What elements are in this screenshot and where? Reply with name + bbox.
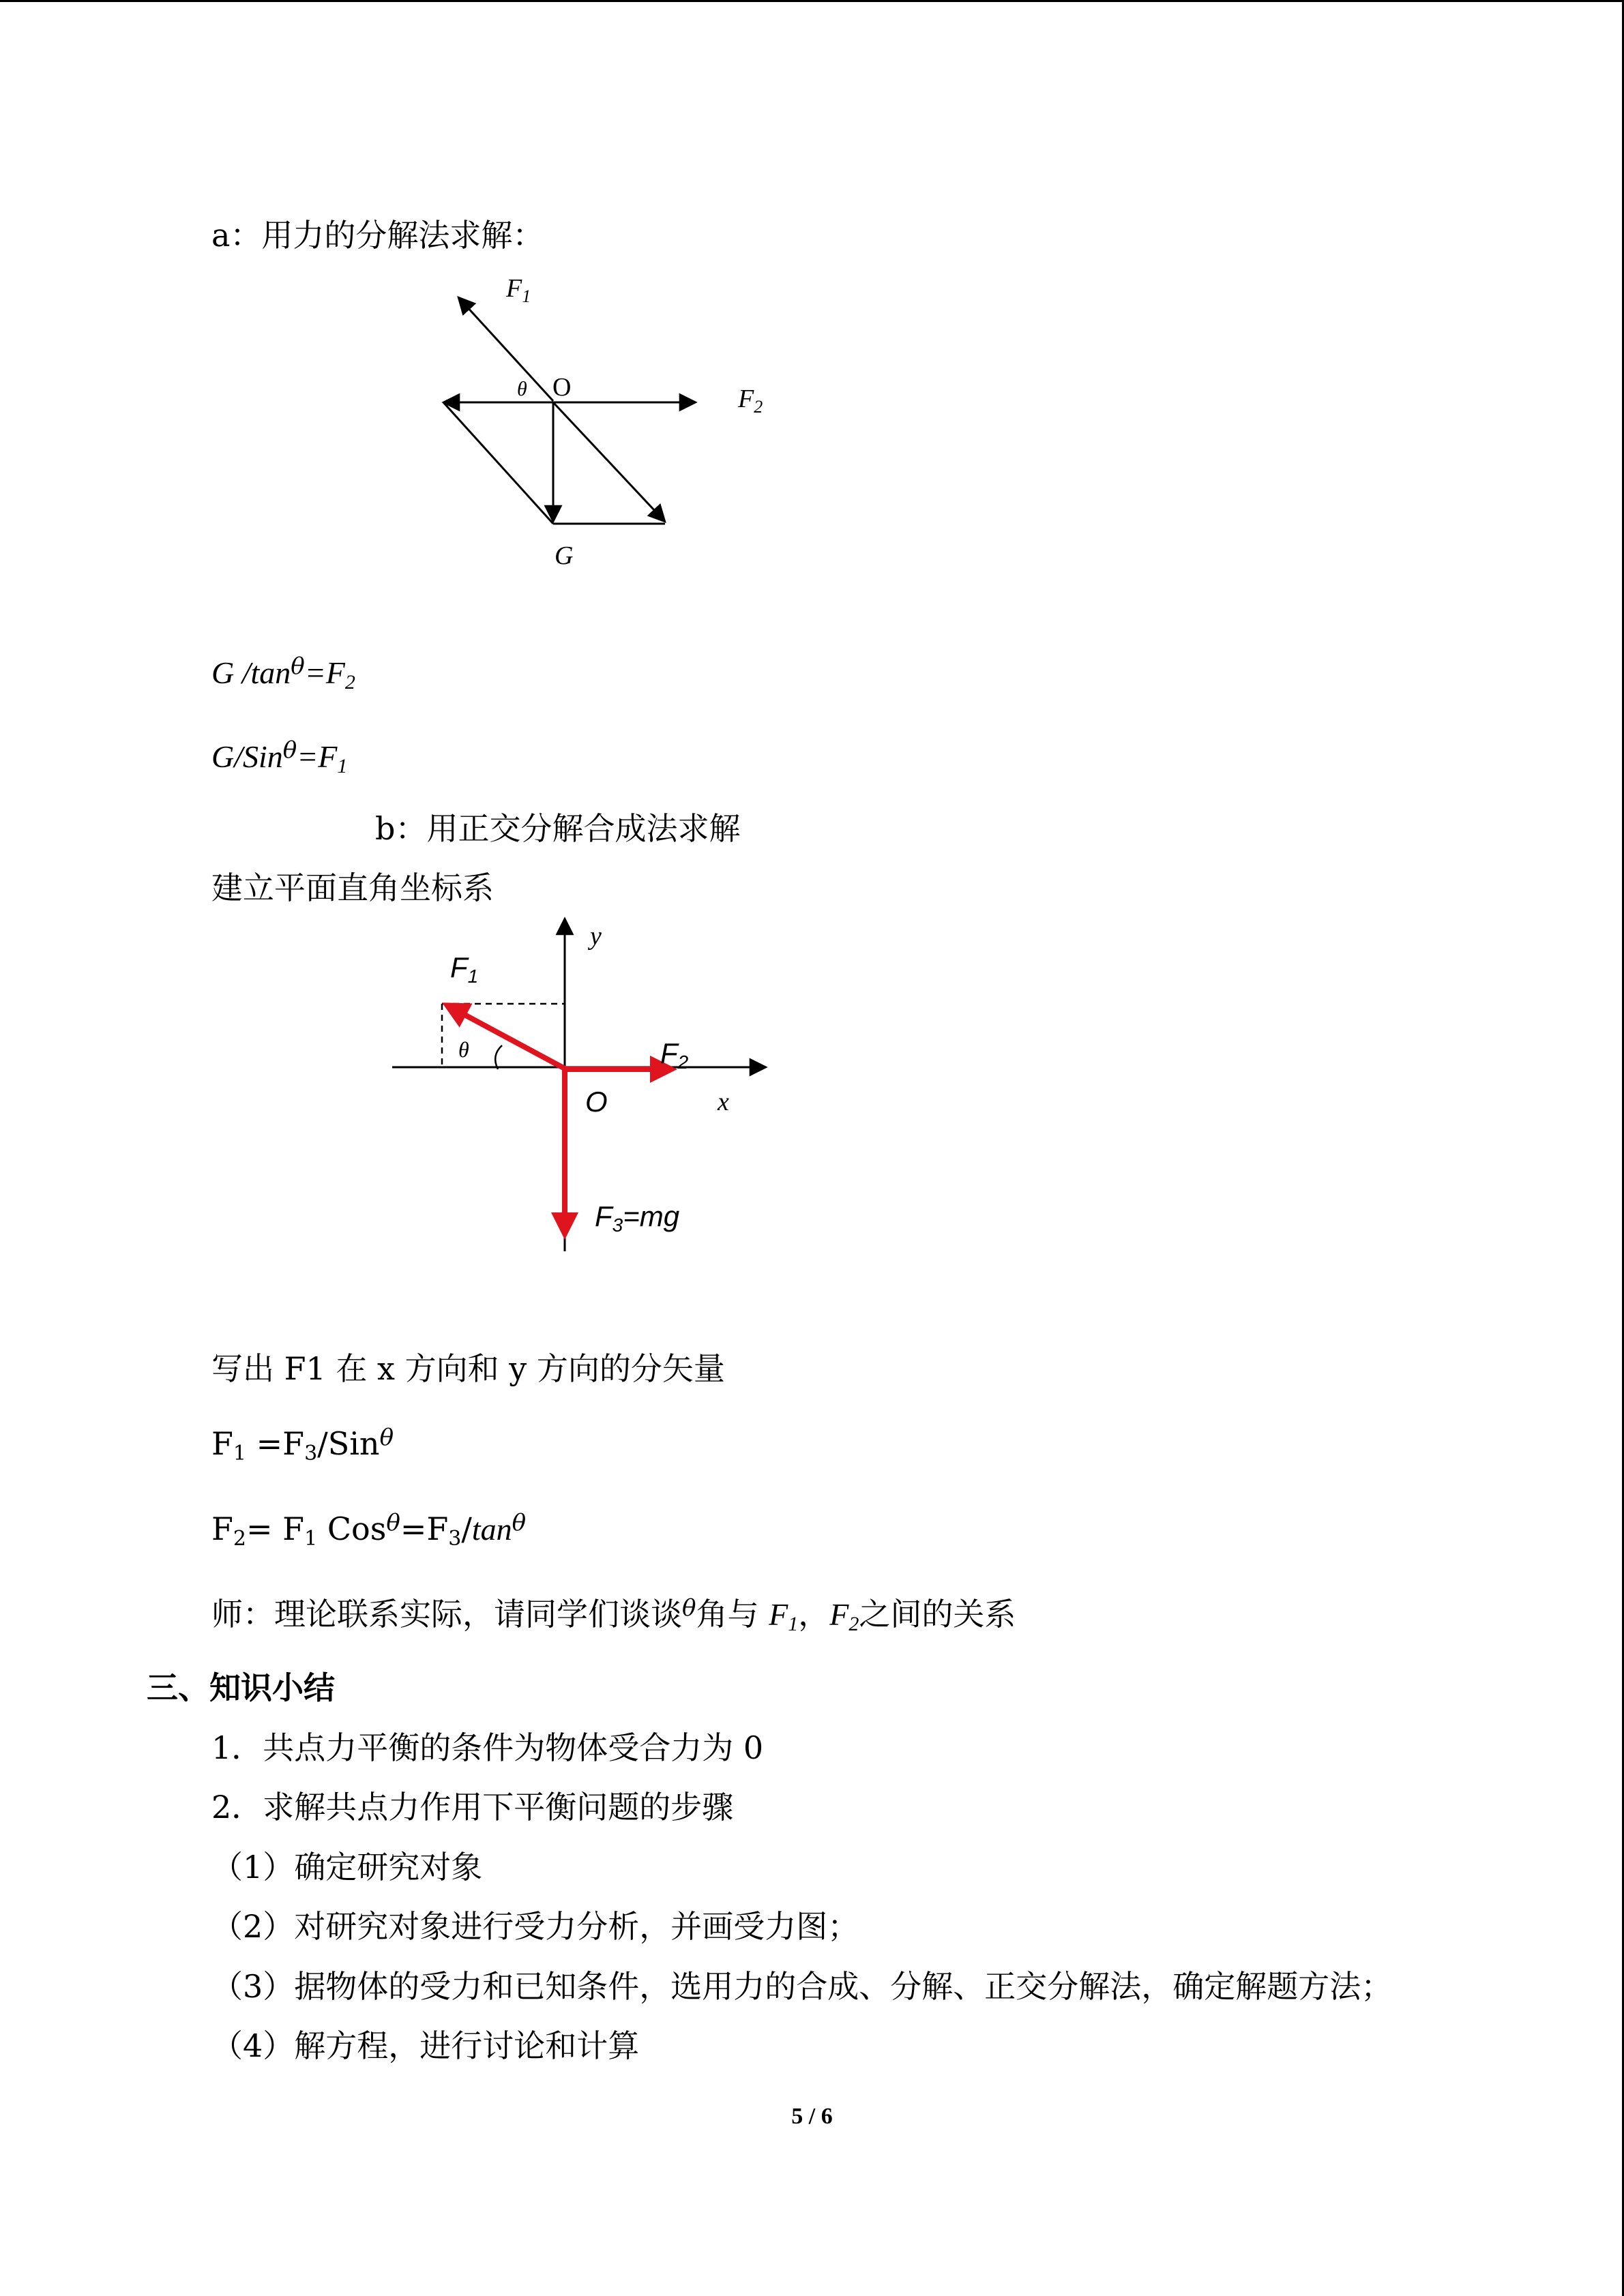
equation-f1: $F_1 =F_3/Sin^\theta$ — [211, 1424, 394, 1465]
method-b-heading: b：用正交分解合成法求解 — [375, 810, 741, 847]
method-a-heading: a：用力的分解法求解： — [211, 217, 544, 254]
x-axis-label: x — [718, 1088, 729, 1116]
summary-item: （4）解方程，进行讨论和计算 — [211, 2027, 640, 2064]
f2-label: F2 — [660, 1037, 689, 1073]
summary-item: （3）据物体的受力和已知条件，选用力的合成、分解、正交分解法，确定解题方法； — [211, 1968, 1393, 2005]
g-label: G — [555, 541, 574, 570]
summary-section-title: 三、知识小结 — [147, 1669, 335, 1706]
summary-item: 2．求解共点力作用下平衡问题的步骤 — [211, 1789, 734, 1825]
f2-label: $F_2$ — [738, 385, 763, 417]
equation-sin: $G/Sin^\theta=F_1$ — [211, 736, 348, 777]
page-border-top — [0, 0, 1624, 2]
f3-label: F3=mg — [595, 1200, 680, 1236]
coordinate-system-line: 建立平面直角坐标系 — [211, 869, 494, 906]
theta-arc — [495, 1045, 502, 1069]
theta-label: θ — [517, 378, 527, 400]
y-axis-label: y — [590, 922, 602, 951]
f1-label: F1 — [450, 951, 479, 987]
force-decomposition-diagram — [423, 266, 805, 580]
page-number: 5 / 6 — [791, 2104, 833, 2129]
f1-label: $F_1$ — [506, 274, 531, 306]
summary-item: （2）对研究对象进行受力分析，并画受力图； — [211, 1908, 859, 1945]
teacher-prompt-line: 师：理论联系实际，请同学们谈谈$^\theta$角与 $F_1$，$F_2$之间的关系 — [211, 1594, 1016, 1635]
f1-vector — [458, 297, 553, 401]
theta-label: θ — [458, 1037, 469, 1062]
write-components-line: 写出 F1 在 x 方向和 y 方向的分矢量 — [211, 1350, 725, 1387]
equation-f2: $F_2= F_1$ $Cos^\theta=F_3/\tan^\theta$ — [211, 1509, 527, 1551]
summary-item: 1．共点力平衡的条件为物体受合力为 0 — [211, 1729, 764, 1766]
origin-label: O — [552, 373, 572, 402]
equation-tan: G $/\tan^\theta=F_2$ — [211, 653, 355, 694]
origin-label: O — [585, 1086, 608, 1118]
resultant-diagonal — [553, 402, 665, 522]
orthogonal-decomposition-diagram — [382, 907, 791, 1262]
summary-item: （1）确定研究对象 — [211, 1849, 483, 1885]
parallelogram-left-side — [443, 402, 553, 524]
